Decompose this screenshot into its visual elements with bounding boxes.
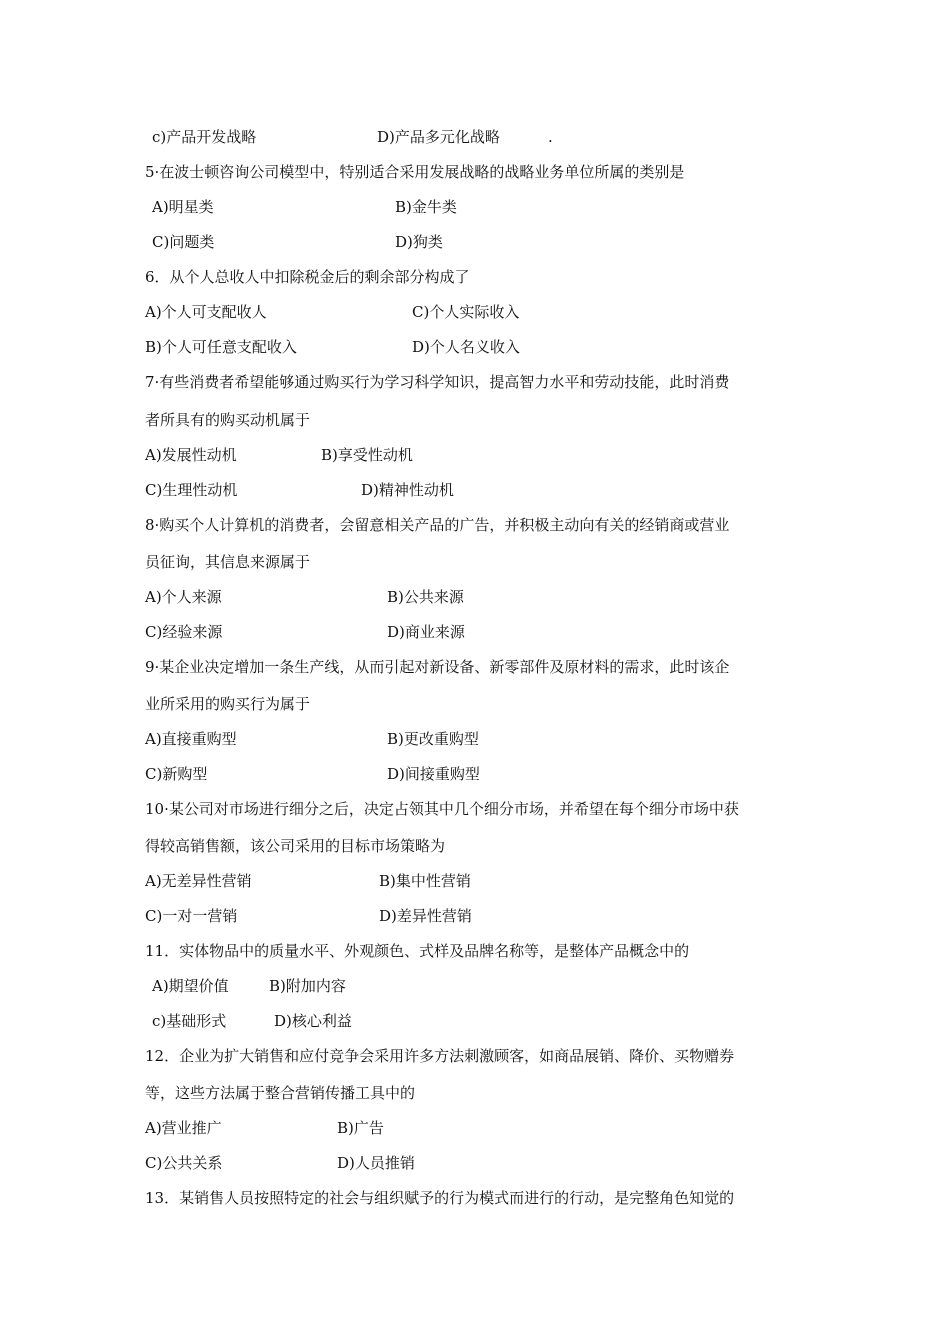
option-d: D)狗类 — [395, 233, 443, 251]
option-d: D)差异性营销 — [379, 907, 472, 925]
option-a: A)个人可支配收人 — [145, 303, 267, 321]
option-a: A)营业推广 — [145, 1119, 222, 1137]
question-13: 13．某销售人员按照特定的社会与组织赋予的行为模式而进行的行动，是完整角色知觉的 — [145, 1189, 735, 1207]
option-a: A)无差异性营销 — [145, 872, 252, 890]
trailing-dot: . — [548, 128, 553, 146]
option-d: D)间接重购型 — [387, 765, 480, 783]
option-b: B)广告 — [337, 1119, 384, 1137]
option-a: A)发展性动机 — [145, 446, 237, 464]
question-8: 8·购买个人计算机的消费者，会留意相关产品的广告，并积极主动向有关的经销商或营业 — [145, 516, 730, 534]
option-b: B)享受性动机 — [321, 446, 413, 464]
option-b: B)集中性营销 — [379, 872, 471, 890]
option-b: B)更改重购型 — [387, 730, 479, 748]
option-d: D)个人名义收入 — [412, 338, 520, 356]
option-a: A)个人来源 — [145, 588, 222, 606]
question-9-cont: 业所采用的购买行为属于 — [145, 695, 311, 713]
option-c: C)一对一营销 — [145, 907, 238, 925]
option-d: D)产品多元化战略 — [377, 128, 500, 146]
option-c: c)产品开发战略 — [152, 128, 257, 146]
option-a: A)期望价值 — [152, 977, 229, 995]
option-c: C)经验来源 — [145, 623, 223, 641]
question-9: 9·某企业决定增加一条生产线，从而引起对新设备、新零部件及原材料的需求，此时该企 — [145, 658, 730, 676]
option-b: B)个人可任意支配收入 — [145, 338, 297, 356]
question-5: 5·在波士顿咨询公司模型中，特别适合采用发展战略的战略业务单位所属的类别是 — [145, 163, 685, 181]
option-d: D)核心利益 — [274, 1012, 352, 1030]
option-c: C)生理性动机 — [145, 481, 238, 499]
question-7: 7·有些消费者希望能够通过购买行为学习科学知识，提高智力水平和劳动技能，此时消费 — [145, 373, 730, 391]
question-10-cont: 得较高销售额，该公司采用的目标市场策略为 — [145, 837, 446, 855]
option-c: C)新购型 — [145, 765, 208, 783]
option-b: B)附加内容 — [269, 977, 346, 995]
question-12: 12．企业为扩大销售和应付竞争会采用许多方法刺激顾客，如商品展销、降价、买物赠券 — [145, 1047, 735, 1065]
question-10: 10·某公司对市场进行细分之后，决定占领其中几个细分市场，并希望在每个细分市场中获 — [145, 800, 739, 818]
question-7-cont: 者所具有的购买动机属于 — [145, 411, 311, 429]
option-b: B)金牛类 — [395, 198, 457, 216]
question-6: 6．从个人总收人中扣除税金后的剩余部分构成了 — [145, 268, 470, 286]
question-12-cont: 等，这些方法属于整合营销传播工具中的 — [145, 1084, 416, 1102]
option-d: D)精神性动机 — [361, 481, 454, 499]
option-d: D)人员推销 — [337, 1154, 415, 1172]
option-b: B)公共来源 — [387, 588, 464, 606]
option-a: A)明星类 — [152, 198, 214, 216]
option-c: C)个人实际收入 — [412, 303, 520, 321]
question-8-cont: 员征询，其信息来源属于 — [145, 553, 311, 571]
option-a: A)直接重购型 — [145, 730, 237, 748]
option-d: D)商业来源 — [387, 623, 465, 641]
option-c: C)公共关系 — [145, 1154, 223, 1172]
option-c: C)问题类 — [152, 233, 215, 251]
option-c: c)基础形式 — [152, 1012, 227, 1030]
question-11: 11．实体物品中的质量水平、外观颜色、式样及品牌名称等，是整体产品概念中的 — [145, 942, 690, 960]
